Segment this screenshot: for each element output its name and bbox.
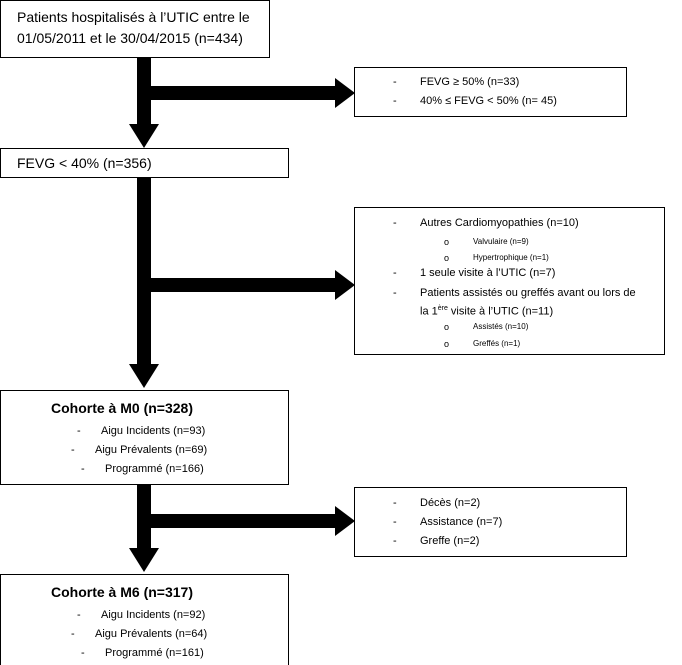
cohort-m6-title: Cohorte à M6 (n=317) — [51, 584, 193, 600]
initial-cohort-line2: 01/05/2011 et le 30/04/2015 (n=434) — [17, 30, 243, 46]
bullet-dash: - — [393, 535, 397, 547]
exclusion-box-2 — [354, 207, 665, 355]
cohort-m0-box — [0, 390, 289, 485]
branch-head-1 — [335, 78, 355, 108]
exclusion-1-item-2: 40% ≤ FEVG < 50% (n= 45) — [420, 95, 557, 107]
branch-shaft-1 — [151, 86, 337, 100]
bullet-dash: - — [393, 516, 397, 528]
branch-shaft-2 — [151, 278, 337, 292]
exclusion-2-item-3-line1: Patients assistés ou greffés avant ou lors de — [420, 287, 636, 299]
branch-head-3 — [335, 506, 355, 536]
exclusion-2-sub-3: Assistés (n=10) — [473, 322, 529, 331]
exclusion-box-3 — [354, 487, 627, 557]
bullet-dash: - — [393, 95, 397, 107]
fevg-label: FEVG < 40% (n=356) — [17, 155, 152, 171]
arrow-shaft-1 — [137, 58, 151, 126]
cohort-m6-item-3: Programmé (n=161) — [105, 647, 204, 659]
bullet-circle: o — [444, 322, 450, 332]
exclusion-2-item-1: Autres Cardiomyopathies (n=10) — [420, 217, 579, 229]
cohort-m0-item-1: Aigu Incidents (n=93) — [101, 425, 206, 437]
bullet-dash: - — [71, 444, 75, 456]
cohort-m6-item-2: Aigu Prévalents (n=64) — [95, 628, 208, 640]
exclusion-3-item-2: Assistance (n=7) — [420, 516, 503, 528]
fevg-box — [0, 148, 289, 178]
exclusion-2-item-2: 1 seule visite à l’UTIC (n=7) — [420, 267, 556, 279]
bullet-circle: o — [444, 339, 450, 349]
bullet-dash: - — [393, 287, 397, 299]
cohort-m6-item-1: Aigu Incidents (n=92) — [101, 609, 206, 621]
arrow-shaft-3 — [137, 485, 151, 550]
arrow-head-2 — [129, 364, 159, 388]
arrow-shaft-2 — [137, 178, 151, 366]
cohort-m0-item-2: Aigu Prévalents (n=69) — [95, 444, 208, 456]
initial-cohort-box — [0, 0, 270, 58]
exclusion-box-1 — [354, 67, 627, 117]
bullet-dash: - — [81, 463, 85, 475]
cohort-m0-item-3: Programmé (n=166) — [105, 463, 204, 475]
exclusion-3-item-1: Décès (n=2) — [420, 497, 481, 509]
exclusion-2-item-3-line2: la 1ère visite à l’UTIC (n=11) — [420, 305, 554, 318]
arrow-head-3 — [129, 548, 159, 572]
bullet-dash: - — [81, 647, 85, 659]
exclusion-2-sub-1: Valvulaire (n=9) — [473, 237, 529, 246]
bullet-dash: - — [77, 425, 81, 437]
bullet-dash: - — [393, 217, 397, 229]
bullet-dash: - — [393, 76, 397, 88]
bullet-circle: o — [444, 237, 450, 247]
exclusion-1-item-1: FEVG ≥ 50% (n=33) — [420, 76, 520, 88]
exclusion-3-item-3: Greffe (n=2) — [420, 535, 480, 547]
exclusion-2-sub-2: Hypertrophique (n=1) — [473, 253, 549, 262]
branch-head-2 — [335, 270, 355, 300]
superscript: ère — [437, 305, 448, 312]
bullet-dash: - — [393, 497, 397, 509]
bullet-circle: o — [444, 253, 450, 263]
cohort-m6-box — [0, 574, 289, 665]
arrow-head-1 — [129, 124, 159, 148]
bullet-dash: - — [71, 628, 75, 640]
cohort-m0-title: Cohorte à M0 (n=328) — [51, 400, 193, 416]
branch-shaft-3 — [151, 514, 337, 528]
exclusion-2-sub-4: Greffés (n=1) — [473, 339, 521, 348]
bullet-dash: - — [77, 609, 81, 621]
bullet-dash: - — [393, 267, 397, 279]
initial-cohort-line1: Patients hospitalisés à l’UTIC entre le — [17, 9, 250, 25]
